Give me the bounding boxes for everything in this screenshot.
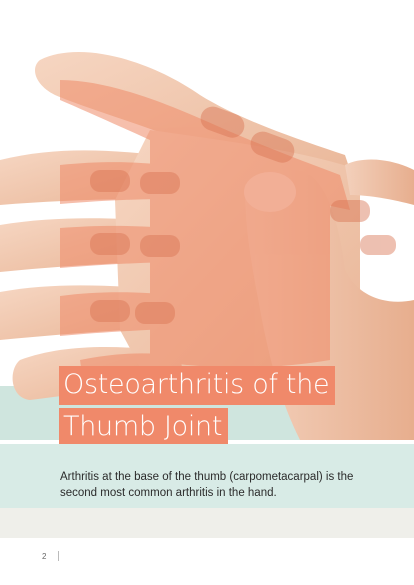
title-block (59, 366, 335, 447)
grey-divider-band (0, 508, 414, 538)
page-footer (42, 551, 59, 561)
subtitle-text: Arthritis at the base of the thumb (carpometacarpal) is the second most common arthritis in the hand. (60, 471, 354, 499)
footer-separator (58, 551, 59, 561)
title-line-2: Thumb Joint (59, 408, 228, 447)
title-line-1: Osteoarthritis of the (59, 366, 335, 405)
page-number: 2 (42, 551, 47, 561)
